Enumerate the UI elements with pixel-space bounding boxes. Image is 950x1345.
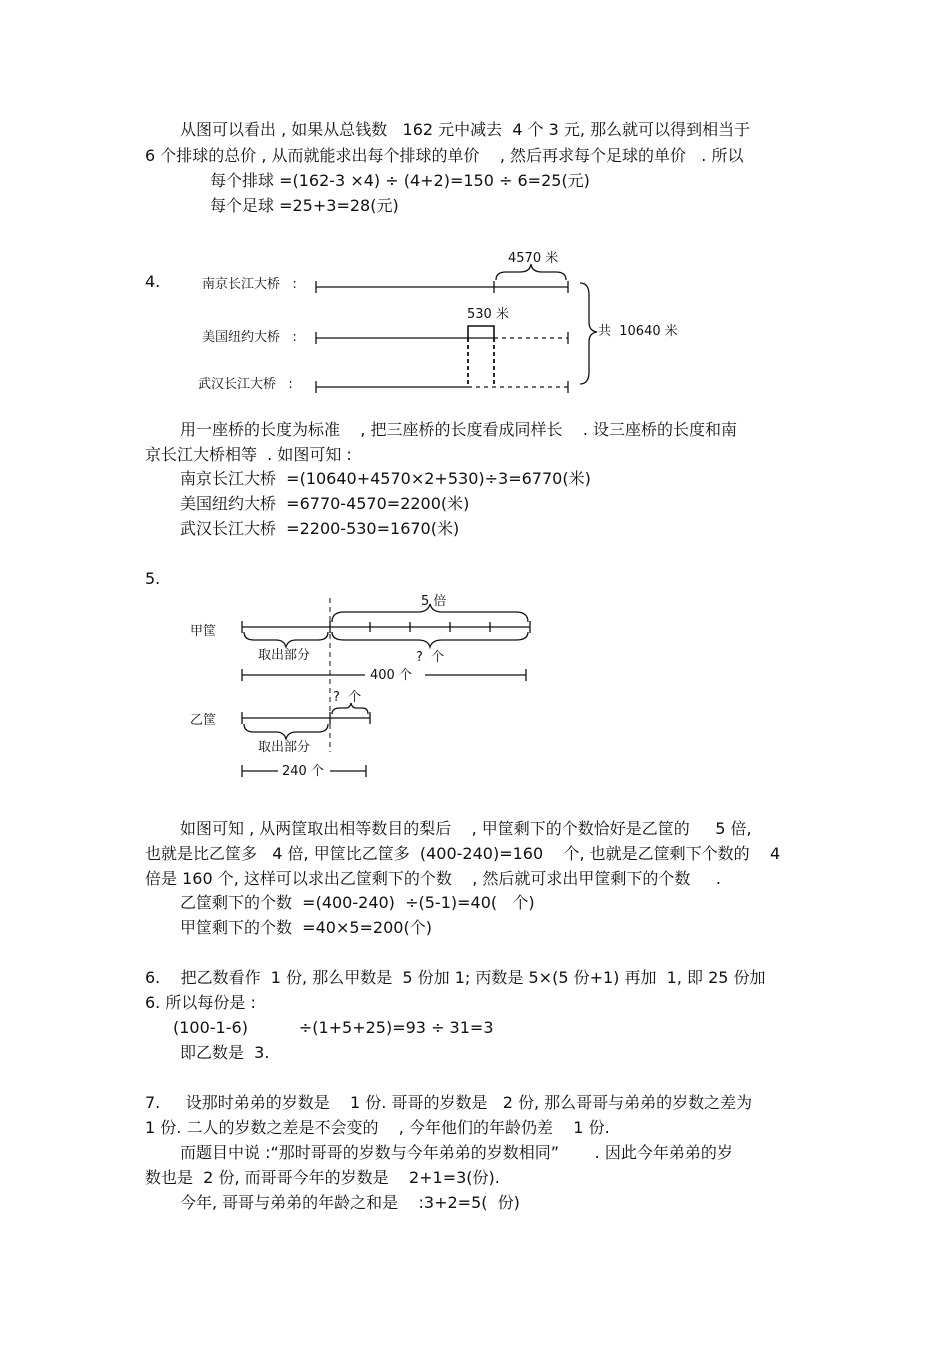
s7-paragraph-line3: 而题目中说 :“那时哥哥的岁数与今年弟弟的岁数相同” . 因此今年弟弟的岁 [180, 1143, 733, 1162]
length-4570-label: 4570 米 [508, 251, 559, 266]
total-240-label: 240 个 [282, 764, 324, 779]
s6-calc: (100-1-6) ÷(1+5+25)=93 ÷ 31=3 [173, 1018, 494, 1037]
s7-paragraph-line2: 1 份. 二人的岁数之差是不会变的 , 今年他们的年龄仍差 1 份. [145, 1118, 610, 1137]
s5-paragraph-line2: 也就是比乙筐多 4 倍, 甲筐比乙筐多 (400-240)=160 个, 也就是乙筐剩下个数的 4 [145, 844, 781, 863]
brace-remaining-yi [332, 703, 368, 714]
taken-part-label-yi: 取出部分 [258, 740, 311, 755]
total-400-label: 400 个 [370, 668, 412, 683]
s3-paragraph-line1: 从图可以看出 , 如果从总钱数 162 元中减去 4 个 3 元, 那么就可以得到相当于 [180, 120, 751, 139]
s5-paragraph-line3: 倍是 160 个, 这样可以求出乙筐剩下的个数 , 然后就可求出甲筐剩下的个数 . [145, 869, 721, 888]
s7-paragraph-line4: 数也是 2 份, 而哥哥今年的岁数是 2+1=3(份). [145, 1168, 500, 1187]
s4-calc-newyork: 美国纽约大桥 =6770-4570=2200(米) [180, 494, 470, 513]
s3-calc-volleyball: 每个排球 =(162-3 ×4) ÷ (4+2)=150 ÷ 6=25(元) [210, 171, 590, 190]
s4-calc-wuhan: 武汉长江大桥 =2200-530=1670(米) [180, 519, 460, 538]
length-530-label: 530 米 [467, 307, 509, 322]
brace-five-times [332, 604, 528, 622]
s3-paragraph-line2: 6 个排球的总价 , 从而就能求出每个排球的单价 , 然后再求每个足球的单价 . 所以 [145, 146, 744, 165]
s4-calc-nanjing: 南京长江大桥 =(10640+4570×2+530)÷3=6770(米) [180, 469, 591, 488]
s4-paragraph-line1: 用一座桥的长度为标准 , 把三座桥的长度看成同样长 . 设三座桥的长度和南 [180, 420, 738, 439]
s5-calc-jia: 甲筐剩下的个数 =40×5=200(个) [180, 918, 432, 937]
s5-paragraph-line1: 如图可知 , 从两筐取出相等数目的梨后 , 甲筐剩下的个数恰好是乙筐的 5 倍, [180, 819, 752, 838]
s4-number: 4. [145, 272, 161, 291]
basket-jia-label: 甲筐 [190, 624, 217, 639]
s7-paragraph-line1: 7. 设那时弟弟的岁数是 1 份. 哥哥的岁数是 2 份, 那么哥哥与弟弟的岁数之差为 [145, 1093, 753, 1112]
s5-number: 5. [145, 569, 161, 588]
bridge-label-nanjing: 南京长江大桥 : [202, 277, 297, 292]
basket-yi-label: 乙筐 [190, 713, 217, 728]
brace-remaining-jia [332, 632, 528, 647]
s7-paragraph-line5: 今年, 哥哥与弟弟的年龄之和是 :3+2=5( 份) [180, 1193, 520, 1212]
taken-part-label-jia: 取出部分 [258, 648, 311, 663]
s6-answer: 即乙数是 3. [180, 1043, 270, 1062]
total-length-label: 共 10640 米 [598, 324, 678, 339]
s4-paragraph-line2: 京长江大桥相等 . 如图可知 : [145, 445, 352, 464]
s6-paragraph-line1: 6. 把乙数看作 1 份, 那么甲数是 5 份加 1; 丙数是 5×(5 份+1) 再加 1, 即 25 份加 [145, 968, 766, 987]
s3-calc-football: 每个足球 =25+3=28(元) [210, 196, 399, 215]
s6-paragraph-line2: 6. 所以每份是 : [145, 993, 256, 1012]
bridge-label-wuhan: 武汉长江大桥 : [198, 377, 293, 392]
bridge-label-newyork: 美国纽约大桥 : [202, 330, 297, 345]
s5-calc-yi: 乙筐剩下的个数 =(400-240) ÷(5-1)=40( 个) [180, 893, 535, 912]
five-times-label: 5 倍 [421, 594, 447, 609]
brace-taken-jia [244, 632, 328, 647]
question-count-jia: ? 个 [416, 650, 445, 665]
question-count-yi: ? 个 [333, 690, 362, 705]
brace-taken-yi [244, 724, 328, 739]
